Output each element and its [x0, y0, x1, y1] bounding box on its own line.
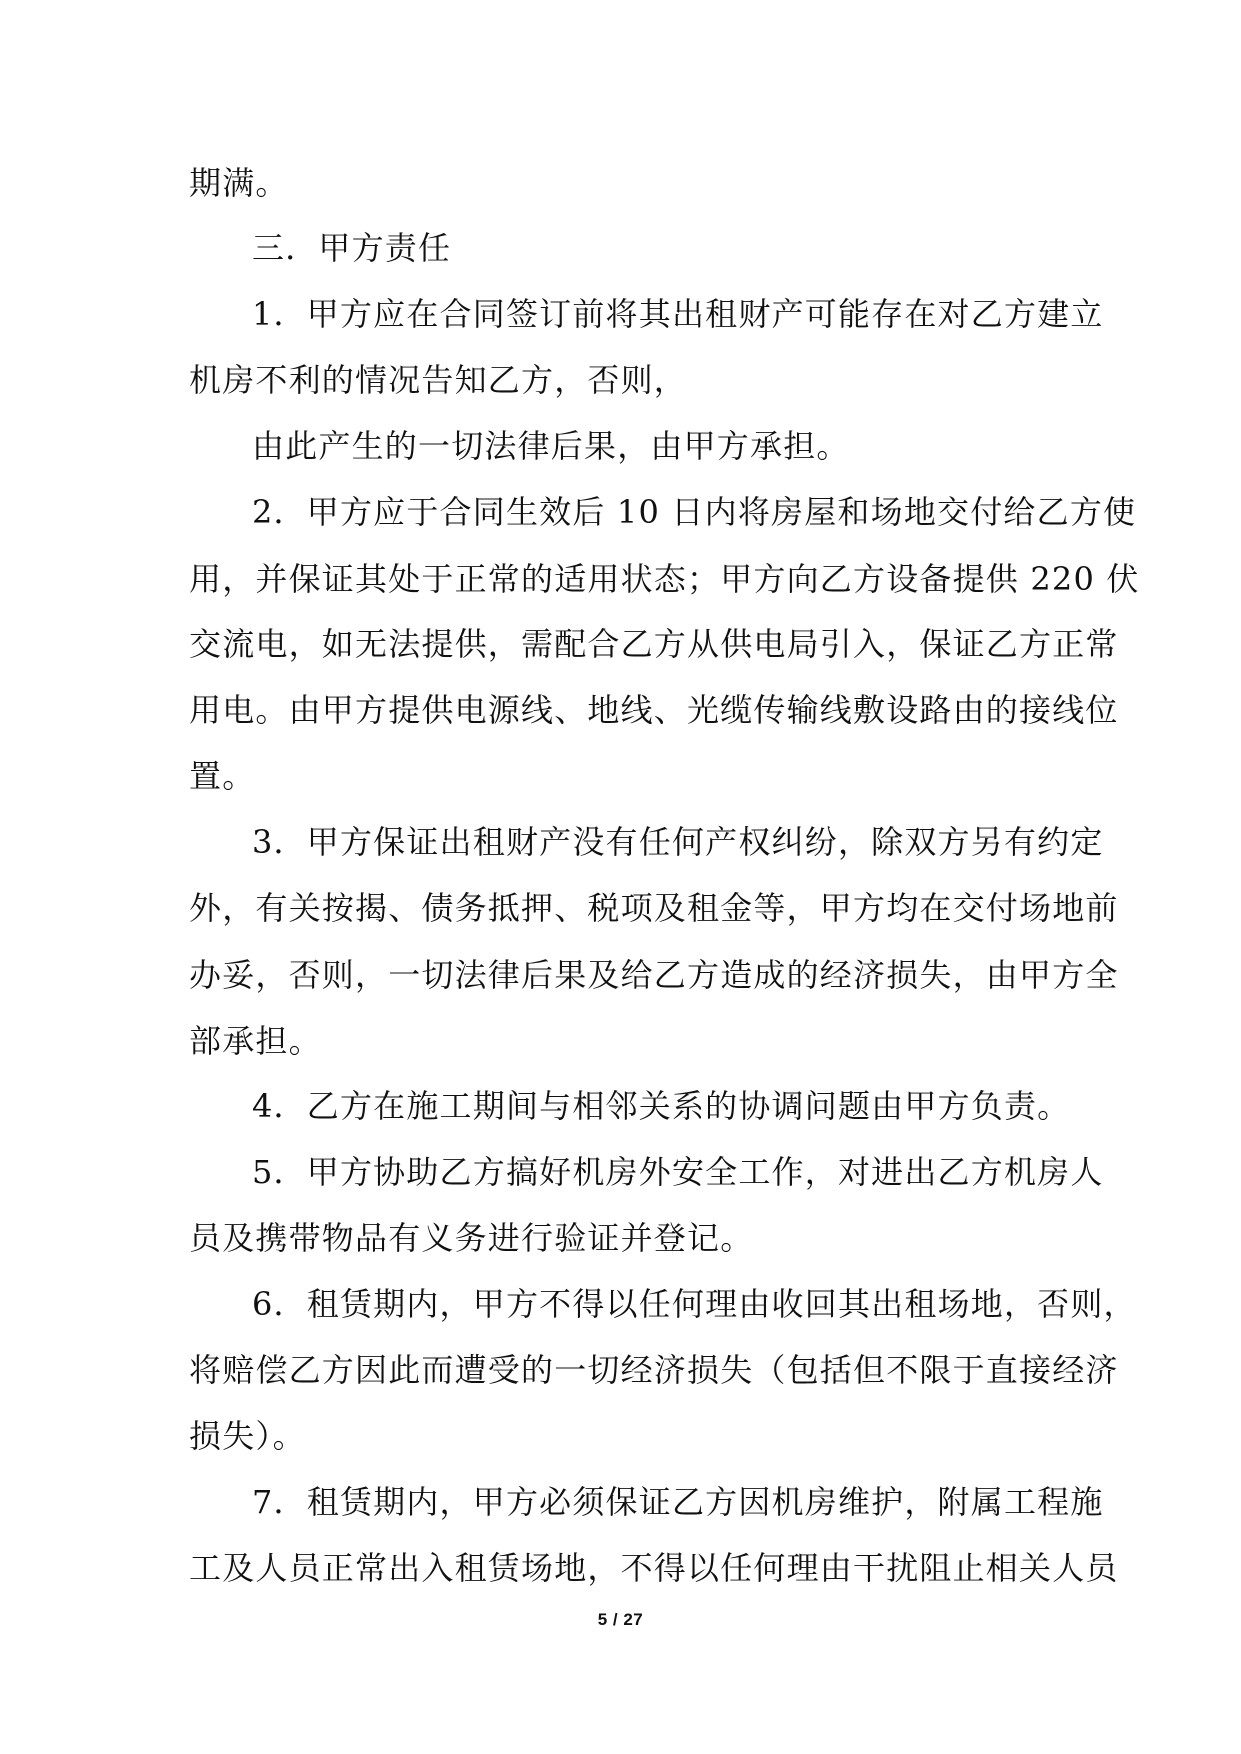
page-number: 5 / 27: [597, 1610, 644, 1629]
text-line: 部承担。: [189, 1022, 322, 1060]
text-line: 由此产生的一切法律后果，由甲方承担。: [252, 427, 850, 465]
text-line: 6．租赁期内，甲方不得以任何理由收回其出租场地，否则，: [252, 1285, 1137, 1323]
text-line: 工及人员正常出入租赁场地，不得以任何理由干扰阻止相关人员: [189, 1549, 1119, 1587]
text-line: 4．乙方在施工期间与相邻关系的协调问题由甲方负责。: [252, 1087, 1071, 1125]
section-heading: 三．甲方责任: [252, 229, 452, 267]
text-line: 置。: [189, 757, 256, 795]
text-line: 交流电，如无法提供，需配合乙方从供电局引入，保证乙方正常: [189, 625, 1119, 663]
text-line: 损失）。: [189, 1417, 306, 1455]
text-line: 机房不利的情况告知乙方，否则，: [189, 361, 688, 399]
text-line: 2．甲方应于合同生效后 10 日内将房屋和场地交付给乙方使: [252, 493, 1137, 531]
text-line: 办妥，否则，一切法律后果及给乙方造成的经济损失，由甲方全: [189, 956, 1119, 994]
text-line: 员及携带物品有义务进行验证并登记。: [189, 1219, 754, 1257]
text-line: 将赔偿乙方因此而遭受的一切经济损失（包括但不限于直接经济: [189, 1351, 1119, 1389]
text-line: 用，并保证其处于正常的适用状态；甲方向乙方设备提供 220 伏: [189, 560, 1140, 598]
text-line: 3．甲方保证出租财产没有任何产权纠纷，除双方另有约定: [252, 823, 1104, 861]
text-line: 期满。: [189, 164, 289, 202]
text-line: 外，有关按揭、债务抵押、税项及租金等，甲方均在交付场地前: [189, 889, 1119, 927]
text-line: 1．甲方应在合同签订前将其出租财产可能存在对乙方建立: [252, 295, 1104, 333]
text-line: 用电。由甲方提供电源线、地线、光缆传输线敷设路由的接线位: [189, 691, 1119, 729]
text-line: 7．租赁期内，甲方必须保证乙方因机房维护，附属工程施: [252, 1483, 1104, 1521]
text-line: 5．甲方协助乙方搞好机房外安全工作，对进出乙方机房人: [252, 1153, 1104, 1191]
